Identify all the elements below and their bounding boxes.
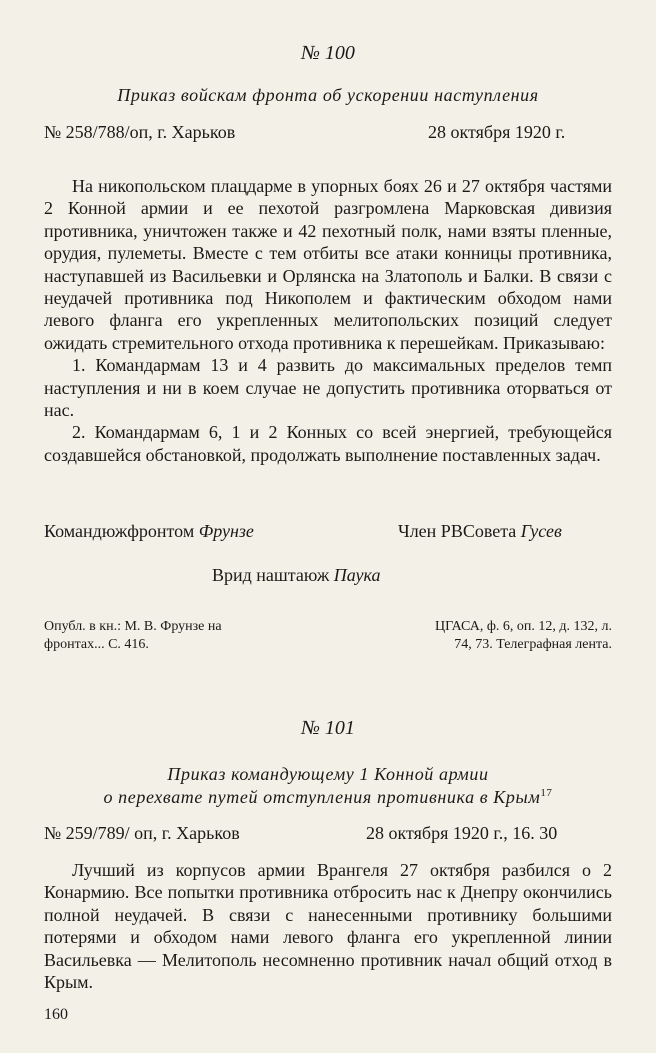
signature-center-name: Паука: [333, 565, 381, 585]
page-number: 160: [44, 1006, 68, 1023]
footnote-mark: 17: [540, 787, 553, 799]
doc-100-paragraph: 2. Командармам 6, 1 и 2 Конных со всей энергией, требующейся создавшейся обстановкой, продолжать выполнение поставленных задач.: [44, 422, 612, 465]
doc-100-number: № 100: [301, 42, 355, 64]
doc-101-title-line2: [0, 787, 656, 808]
publication-note-line: Опубл. в кн.: М. В. Фрунзе на: [44, 619, 222, 634]
doc-100-paragraph: На никопольском плацдарме в упорных боях 26 и 27 октября частями 2 Конной армии и ее пехотой разгромлена Марковская дивизия противника, уничтожен также и 42 пехотный полк, нами взяты пленные, орудия, пулеметы. Вместе с тем отбиты все атаки конницы противника, наступавшей из Васильевки и Орлянска на Златополь и Балки. В связи с неудачей противника под Никополем и фактическим обходом нами левого фланга его укрепленных мелитопольских позиций следует ожидать стремительного отхода противника к перешейкам. Приказываю:: [44, 176, 612, 353]
publication-note-line: фронтах... С. 416.: [44, 637, 149, 652]
doc-100-paragraph: 1. Командармам 13 и 4 развить до максимальных пределов темп наступления и ни в коем случае не допустить противника оторваться от нас.: [44, 355, 612, 421]
archive-note-line: 74, 73. Телеграфная лента.: [454, 637, 612, 652]
signature-right-role: Член РВСовета: [398, 521, 517, 541]
doc-101-paragraph: Лучший из корпусов армии Врангеля 27 октября разбился о 2 Конармию. Все попытки противника отбросить нас к Днепру окончились полной неудачей. В связи с нанесенными противнику большими потерями и обходом нами левого фланга его укрепленной линии Васильевка — Мелитополь несомненно противник начал общий отход в Крым.: [44, 860, 612, 993]
signature-left-name: Фрунзе: [198, 521, 254, 541]
doc-100-body: [44, 175, 612, 466]
signature-center-role: Врид наштаюж: [212, 565, 330, 585]
doc-101-body: [44, 859, 612, 993]
doc-101-number: № 101: [301, 717, 355, 739]
signature-left: [44, 521, 254, 542]
signature-left-role: Командюжфронтом: [44, 521, 195, 541]
doc-100-date: 28 октября 1920 г.: [428, 122, 566, 142]
doc-101-reg-number: № 259/789/ оп, г. Харьков: [44, 823, 240, 843]
doc-100-reg-number: № 258/788/оп, г. Харьков: [44, 122, 236, 142]
archive-note-line: ЦГАСА, ф. 6, оп. 12, д. 132, л.: [434, 619, 612, 634]
doc-101-date: 28 октября 1920 г., 16. 30: [366, 823, 558, 843]
publication-note: [44, 618, 314, 654]
doc-101-title-line2-text: о перехвате путей отступления противника в Крым: [103, 787, 541, 807]
archive-note: [330, 618, 612, 654]
signature-right-name: Гусев: [520, 521, 562, 541]
signature-right: [398, 521, 562, 542]
doc-101-title-line1: Приказ командующему 1 Конной армии: [167, 764, 489, 784]
signature-center: [212, 565, 381, 586]
doc-100-title: Приказ войскам фронта об ускорении наступления: [117, 85, 539, 105]
